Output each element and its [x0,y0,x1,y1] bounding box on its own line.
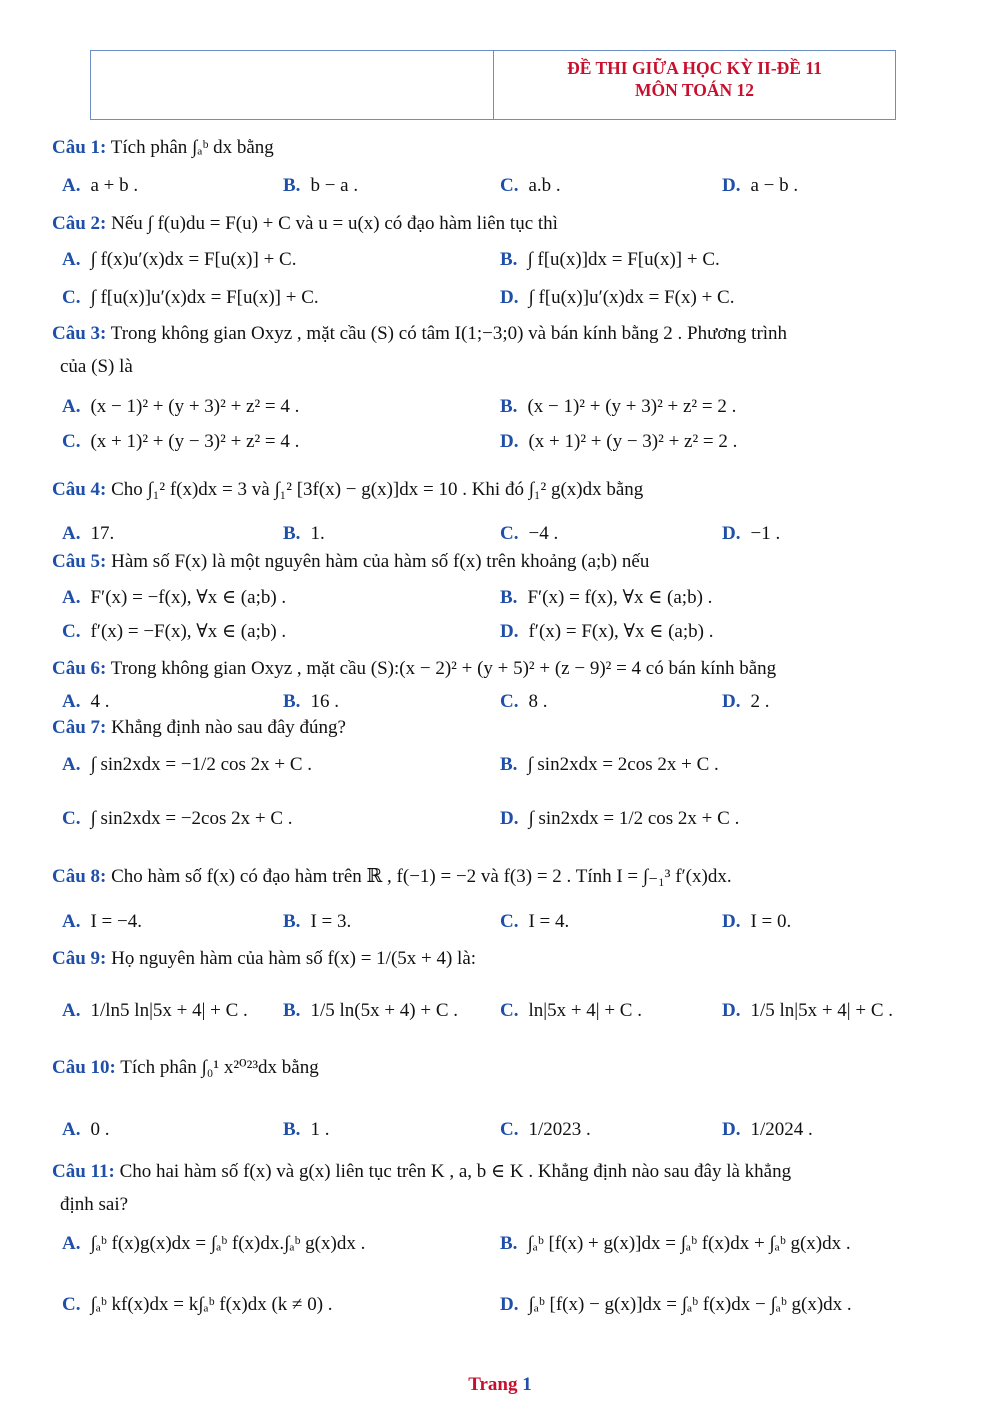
question-9-option-c[interactable] [500,999,642,1023]
question-1-option-c[interactable] [500,174,561,198]
question-10 [52,1056,960,1080]
option-letter: B. [283,523,301,544]
question-4-option-a[interactable] [62,522,114,546]
option-text: 8 . [528,691,548,712]
option-text: f′(x) = −F(x), ∀x ∈ (a;b) . [90,621,287,642]
question-text: Tích phân ∫ₐᵇ dx bằng [110,137,274,158]
question-11-option-a[interactable] [62,1232,365,1256]
option-text: b − a . [310,175,359,196]
option-text: ∫ sin2xdx = −2cos 2x + C . [90,808,293,829]
question-9-option-d[interactable] [722,999,893,1023]
option-text: F′(x) = f(x), ∀x ∈ (a;b) . [527,587,713,608]
option-letter: B. [500,396,518,417]
question-4-option-c[interactable] [500,522,558,546]
option-text: 4 . [90,691,110,712]
question-5-option-b[interactable] [500,586,712,610]
option-text: (x − 1)² + (y + 3)² + z² = 2 . [527,396,737,417]
option-text: 1/2023 . [528,1119,591,1140]
option-letter: B. [500,249,518,270]
question-3-option-a[interactable] [62,395,299,419]
option-text: ∫ f[u(x)]dx = F[u(x)] + C. [527,249,720,270]
option-text: 1/5 ln|5x + 4| + C . [750,1000,894,1021]
question-7-option-b[interactable] [500,753,719,777]
option-text: ∫ₐᵇ [f(x) − g(x)]dx = ∫ₐᵇ f(x)dx − ∫ₐᵇ g(x)dx . [528,1294,852,1315]
option-text: 1/5 ln(5x + 4) + C . [310,1000,459,1021]
option-letter: A. [62,175,81,196]
option-text: ∫ₐᵇ [f(x) + g(x)]dx = ∫ₐᵇ f(x)dx + ∫ₐᵇ g(x)dx . [527,1233,851,1254]
option-letter: C. [500,175,519,196]
question-6-option-c[interactable] [500,690,547,714]
option-letter: C. [500,911,519,932]
option-text: 1 . [310,1119,330,1140]
question-label: Câu 7: [52,717,107,738]
option-text: 17. [90,523,115,544]
question-8-option-a[interactable] [62,910,142,934]
question-11 [52,1160,960,1184]
option-letter: C. [500,1000,519,1021]
question-1-option-a[interactable] [62,174,138,198]
option-letter: B. [500,1233,518,1254]
question-10-option-a[interactable] [62,1118,109,1142]
option-text: I = −4. [90,911,142,932]
option-text: ∫ f[u(x)]u′(x)dx = F(x) + C. [528,287,735,308]
question-label: Câu 11: [52,1161,115,1182]
question-3-option-d[interactable] [500,430,737,454]
option-text: ∫ f(x)u′(x)dx = F[u(x)] + C. [90,249,297,270]
question-11-option-b[interactable] [500,1232,851,1256]
question-9 [52,947,960,971]
option-letter: B. [500,754,518,775]
option-text: f′(x) = F(x), ∀x ∈ (a;b) . [528,621,714,642]
option-text: ∫ sin2xdx = 2cos 2x + C . [527,754,719,775]
question-2-option-b[interactable] [500,248,720,272]
option-letter: D. [500,431,519,452]
option-text: 1/ln5 ln|5x + 4| + C . [90,1000,248,1021]
option-letter: C. [62,287,81,308]
question-1 [52,136,960,160]
option-letter: A. [62,587,81,608]
question-3 [52,322,960,346]
question-2 [52,212,960,236]
option-text: −1 . [750,523,781,544]
question-label: Câu 2: [52,213,107,234]
option-text: a.b . [528,175,561,196]
option-text: (x + 1)² + (y − 3)² + z² = 2 . [528,431,738,452]
option-letter: A. [62,1000,81,1021]
question-8-option-c[interactable] [500,910,569,934]
option-letter: A. [62,911,81,932]
option-text: 2 . [750,691,770,712]
question-10-option-c[interactable] [500,1118,591,1142]
question-label: Câu 3: [52,323,107,344]
option-letter: B. [283,1000,301,1021]
question-9-option-b[interactable] [283,999,458,1023]
question-2-option-d[interactable] [500,286,734,310]
question-text: Khẳng định nào sau đây đúng? [111,717,346,738]
option-letter: C. [62,621,81,642]
option-letter: A. [62,1119,81,1140]
option-letter: D. [500,808,519,829]
question-label: Câu 8: [52,866,107,887]
option-text: −4 . [528,523,559,544]
option-text: I = 0. [750,911,792,932]
question-7-option-a[interactable] [62,753,312,777]
option-text: ∫ sin2xdx = −1/2 cos 2x + C . [90,754,313,775]
footer-label: Trang [468,1374,518,1395]
question-6-option-a[interactable] [62,690,109,714]
question-3-option-c[interactable] [62,430,299,454]
option-letter: D. [722,1000,741,1021]
question-4-option-d[interactable] [722,522,780,546]
question-1-option-d[interactable] [722,174,798,198]
question-label: Câu 6: [52,658,107,679]
option-text: I = 4. [528,911,570,932]
question-8-option-d[interactable] [722,910,791,934]
option-letter: A. [62,249,81,270]
question-7-option-d[interactable] [500,807,739,831]
option-letter: C. [500,523,519,544]
option-text: 1. [310,523,325,544]
option-letter: B. [283,175,301,196]
option-letter: C. [62,431,81,452]
option-text: ∫ sin2xdx = 1/2 cos 2x + C . [528,808,740,829]
option-letter: C. [500,1119,519,1140]
question-label: Câu 1: [52,137,107,158]
option-text: F′(x) = −f(x), ∀x ∈ (a;b) . [90,587,287,608]
option-letter: D. [722,1119,741,1140]
question-5-option-d[interactable] [500,620,713,644]
option-text: ∫ₐᵇ f(x)g(x)dx = ∫ₐᵇ f(x)dx.∫ₐᵇ g(x)dx . [90,1233,366,1254]
question-6-option-b[interactable] [283,690,339,714]
exam-title: ĐỀ THI GIỮA HỌC KỲ II-ĐỀ 11 [567,58,822,78]
question-text-continued: của (S) là [60,356,133,377]
option-letter: C. [62,808,81,829]
question-text: Cho hai hàm số f(x) và g(x) liên tục trên K , a, b ∈ K . Khẳng định nào sau đây là khẳng [119,1161,792,1182]
question-text: Tích phân ∫₀¹ x²⁰²³dx bằng [120,1057,319,1078]
question-7-option-c[interactable] [62,807,293,831]
question-label: Câu 10: [52,1057,116,1078]
question-5 [52,550,960,574]
option-text: a − b . [750,175,799,196]
option-text: 0 . [90,1119,110,1140]
question-2-option-c[interactable] [62,286,319,310]
question-text: Hàm số F(x) là một nguyên hàm của hàm số f(x) trên khoảng (a;b) nếu [111,551,650,572]
header-title-cell [494,51,895,119]
question-7 [52,716,960,740]
question-text: Trong không gian Oxyz , mặt cầu (S) có tâm I(1;−3;0) và bán kính bằng 2 . Phương trình [110,323,788,344]
question-text: Cho ∫₁² f(x)dx = 3 và ∫₁² [3f(x) − g(x)]dx = 10 . Khi đó ∫₁² g(x)dx bằng [111,479,644,500]
question-4-option-b[interactable] [283,522,325,546]
question-text: Cho hàm số f(x) có đạo hàm trên ℝ , f(−1) = −2 và f(3) = 2 . Tính I = ∫₋₁³ f′(x)dx. [111,866,732,887]
option-letter: D. [722,175,741,196]
option-letter: D. [500,621,519,642]
option-letter: D. [722,523,741,544]
exam-subject: MÔN TOÁN 12 [635,80,754,100]
option-letter: B. [283,1119,301,1140]
option-text: ∫ f[u(x)]u′(x)dx = F[u(x)] + C. [90,287,319,308]
question-8-option-b[interactable] [283,910,351,934]
option-letter: A. [62,691,81,712]
question-text-continued: định sai? [60,1194,129,1215]
question-text: Nếu ∫ f(u)du = F(u) + C và u = u(x) có đạo hàm liên tục thì [111,213,558,234]
question-11-option-c[interactable] [62,1293,333,1317]
option-text: 1/2024 . [750,1119,813,1140]
page-footer [0,1374,1000,1396]
option-text: 16 . [310,691,339,712]
exam-header-box [90,50,896,120]
option-letter: D. [722,911,741,932]
option-letter: B. [500,587,518,608]
question-6 [52,657,960,681]
footer-page-number: 1 [522,1374,532,1395]
question-6-option-d[interactable] [722,690,769,714]
question-5-option-c[interactable] [62,620,286,644]
option-letter: A. [62,396,81,417]
option-letter: B. [283,691,301,712]
option-letter: D. [500,1294,519,1315]
question-3-option-b[interactable] [500,395,736,419]
question-1-option-b[interactable] [283,174,358,198]
question-9-option-a[interactable] [62,999,248,1023]
option-text: ∫ₐᵇ kf(x)dx = k∫ₐᵇ f(x)dx (k ≠ 0) . [90,1294,333,1315]
question-10-option-b[interactable] [283,1118,329,1142]
option-letter: C. [62,1294,81,1315]
question-4 [52,478,960,502]
question-text: Họ nguyên hàm của hàm số f(x) = 1/(5x + 4) là: [111,948,477,969]
question-text: Trong không gian Oxyz , mặt cầu (S):(x − 2)² + (y + 5)² + (z − 9)² = 4 có bán kính bằng [110,658,777,679]
option-letter: C. [500,691,519,712]
question-label: Câu 9: [52,948,107,969]
option-text: I = 3. [310,911,352,932]
option-letter: D. [722,691,741,712]
question-5-option-a[interactable] [62,586,286,610]
question-label: Câu 4: [52,479,107,500]
option-text: (x − 1)² + (y + 3)² + z² = 4 . [90,396,300,417]
question-11-option-d[interactable] [500,1293,852,1317]
question-10-option-d[interactable] [722,1118,813,1142]
option-text: ln|5x + 4| + C . [528,1000,642,1021]
option-letter: B. [283,911,301,932]
option-text: (x + 1)² + (y − 3)² + z² = 4 . [90,431,300,452]
header-left-cell [91,51,494,119]
question-8 [52,865,960,889]
question-label: Câu 5: [52,551,107,572]
option-letter: A. [62,1233,81,1254]
option-letter: A. [62,523,81,544]
question-2-option-a[interactable] [62,248,296,272]
option-letter: D. [500,287,519,308]
option-letter: A. [62,754,81,775]
option-text: a + b . [90,175,139,196]
